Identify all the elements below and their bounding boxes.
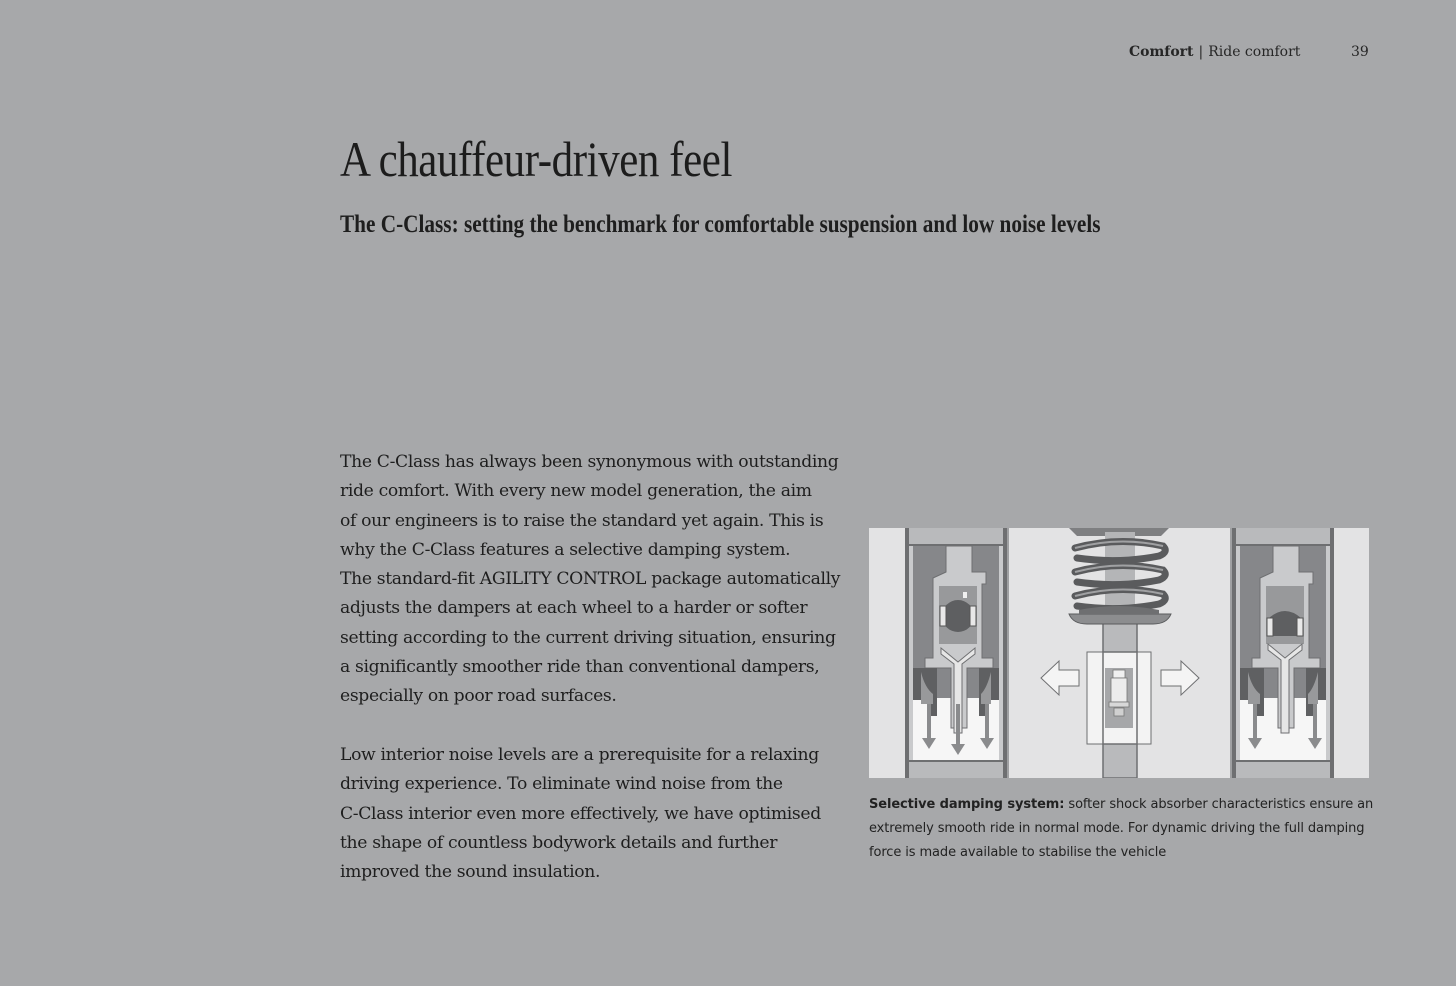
text-line: driving experience. To eliminate wind noise from the xyxy=(340,774,783,795)
text-line: of our engineers is to raise the standard yet again. This is xyxy=(340,510,824,531)
text-line: adjusts the dampers at each wheel to a harder or softer xyxy=(340,598,808,619)
text-line: a significantly smoother ride than conventional dampers, xyxy=(340,657,820,678)
text-line: ride comfort. With every new model generation, the aim xyxy=(340,481,812,502)
header-separator: | xyxy=(1198,44,1204,60)
text-line: Low interior noise levels are a prerequisite for a relaxing xyxy=(340,745,819,765)
text-line: C-Class interior even more effectively, we have optimised xyxy=(340,803,821,824)
damping-system-illustration xyxy=(869,528,1369,778)
text-line: The standard-fit AGILITY CONTROL package automatically xyxy=(340,569,841,590)
caption-text: softer shock absorber characteristics ensure an xyxy=(1064,797,1374,812)
text-line: The C-Class has always been synonymous with outstanding xyxy=(340,452,839,472)
text-line: especially on poor road surfaces. xyxy=(340,686,617,707)
text-line: why the C-Class features a selective damping system. xyxy=(340,539,791,560)
text-line: the shape of countless bodywork details and further xyxy=(340,832,778,853)
body-paragraph-1 xyxy=(340,448,860,712)
page-number: 39 xyxy=(1351,44,1369,60)
figure-caption xyxy=(869,793,1374,865)
page-title: A chauffeur-driven feel xyxy=(340,131,732,187)
caption-line-2: extremely smooth ride in normal mode. For dynamic driving the full damping xyxy=(869,821,1365,836)
running-header xyxy=(1129,44,1300,60)
caption-lead: Selective damping system: xyxy=(869,797,1065,812)
text-line: improved the sound insulation. xyxy=(340,862,601,883)
page-subtitle: The C-Class: setting the benchmark for comfortable suspension and low noise levels xyxy=(340,211,1101,238)
header-section: Comfort xyxy=(1129,44,1194,60)
right-damper-cutaway xyxy=(1232,528,1334,778)
body-paragraph-2 xyxy=(340,741,860,887)
left-damper-cutaway xyxy=(905,528,1007,778)
caption-line-3: force is made available to stabilise the vehicle xyxy=(869,845,1167,860)
caption-line-1 xyxy=(869,793,1374,817)
text-line: setting according to the current driving situation, ensuring xyxy=(340,627,836,648)
header-subsection: Ride comfort xyxy=(1208,44,1301,60)
